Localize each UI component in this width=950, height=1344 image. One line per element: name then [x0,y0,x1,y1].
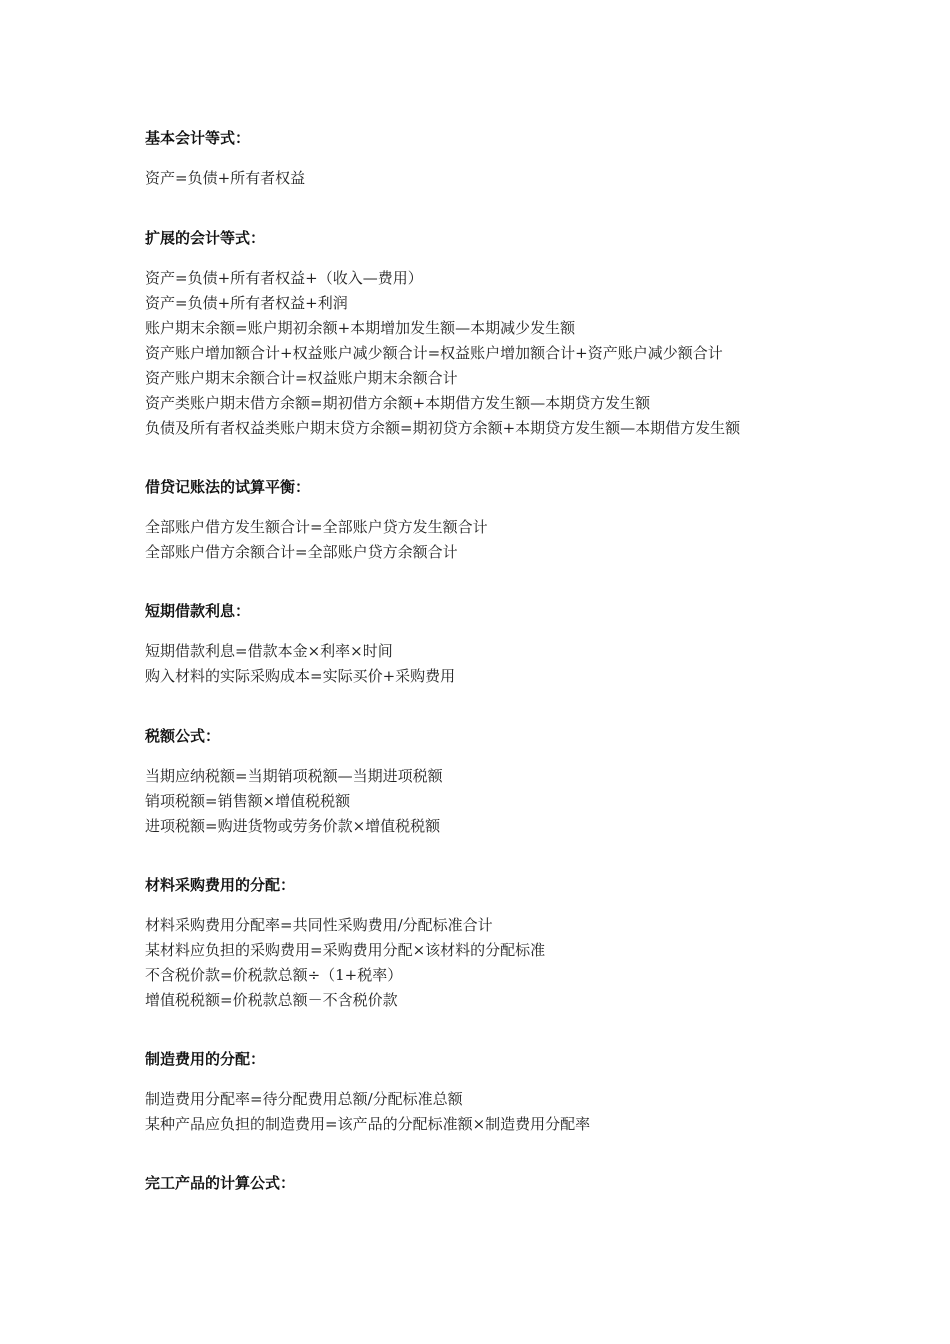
formula-list [145,515,865,565]
formula-line: 不含税价款=价税款总额÷（1+税率） [145,966,403,984]
formula-list [145,266,865,441]
section-heading: 完工产品的计算公式： [145,1174,296,1192]
formula-line: 制造费用分配率=待分配费用总额/分配标准总额 [145,1090,463,1108]
formula-line: 全部账户借方发生额合计=全部账户贷方发生额合计 [145,518,488,536]
section-extended-equation [145,228,865,441]
formula-line: 材料采购费用分配率=共同性采购费用/分配标准合计 [145,916,493,934]
formula-list [145,764,865,839]
formula-line: 资产=负债+所有者权益+（收入—费用） [145,269,423,287]
formula-line: 全部账户借方余额合计=全部账户贷方余额合计 [145,543,458,561]
section-tax-formulas [145,726,865,839]
formula-line: 负债及所有者权益类账户期末贷方余额=期初贷方余额+本期贷方发生额—本期借方发生额 [145,419,741,437]
formula-list [145,913,865,1013]
section-short-term-loan-interest [145,601,865,689]
formula-line: 进项税额=购进货物或劳务价款×增值税税额 [145,817,441,835]
formula-line: 短期借款利息=借款本金×利率×时间 [145,642,393,660]
formula-line: 当期应纳税额=当期销项税额—当期进项税额 [145,767,443,785]
formula-line: 增值税税额=价税款总额－不含税价款 [145,991,398,1009]
formula-list [145,166,865,191]
section-heading: 基本会计等式： [145,129,251,147]
formula-line: 资产账户期末余额合计=权益账户期末余额合计 [145,369,458,387]
section-heading: 制造费用的分配： [145,1050,266,1068]
formula-line: 某种产品应负担的制造费用=该产品的分配标准额×制造费用分配率 [145,1115,591,1133]
section-trial-balance [145,477,865,565]
section-finished-goods-formula [145,1173,865,1193]
formula-line: 销项税额=销售额×增值税税额 [145,792,351,810]
section-basic-equation [145,128,865,191]
formula-line: 资产账户增加额合计+权益账户减少额合计=权益账户增加额合计+资产账户减少额合计 [145,344,723,362]
formula-list [145,639,865,689]
formula-line: 账户期末余额=账户期初余额+本期增加发生额—本期减少发生额 [145,319,576,337]
formula-line: 某材料应负担的采购费用=采购费用分配×该材料的分配标准 [145,941,546,959]
section-heading: 材料采购费用的分配： [145,876,296,894]
section-heading: 短期借款利息： [145,602,251,620]
section-heading: 借贷记账法的试算平衡： [145,478,311,496]
section-material-cost-allocation [145,875,865,1013]
formula-line: 资产类账户期末借方余额=期初借方余额+本期借方发生额—本期贷方发生额 [145,394,651,412]
formula-list [145,1087,865,1137]
formula-line: 购入材料的实际采购成本=实际买价+采购费用 [145,667,456,685]
section-heading: 扩展的会计等式： [145,229,266,247]
formula-line: 资产=负债+所有者权益 [145,169,306,187]
section-overhead-allocation [145,1049,865,1137]
section-heading: 税额公式： [145,727,221,745]
formula-line: 资产=负债+所有者权益+利润 [145,294,348,312]
